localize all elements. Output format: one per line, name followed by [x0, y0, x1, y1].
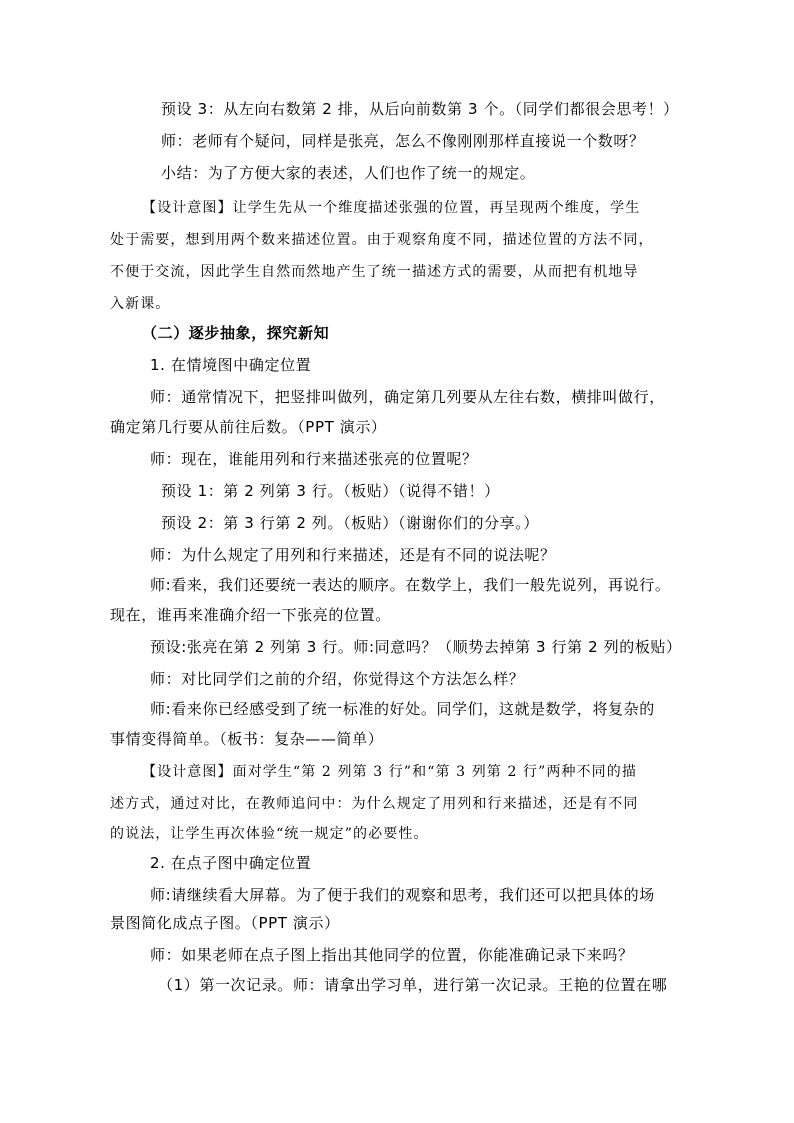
paragraph-teacher-screen: 师:请继续看大屏幕。为了便于我们的观察和思考，我们还可以把具体的场: [150, 886, 655, 904]
design-intent-2-line-1: 【设计意图】面对学生“第 2 列第 3 行”和“第 3 列第 2 行”两种不同的描: [142, 764, 637, 780]
paragraph-teacher-columns-rows: 师：通常情况下，把竖排叫做列，确定第几列要从左往右数，横排叫做行，: [150, 388, 665, 406]
paragraph-teacher-columns-rows-cont: 确定第几行要从前往后数。（PPT 演示）: [110, 418, 387, 436]
paragraph-teacher-order-cont: 现在，谁再来准确介绍一下张亮的位置。: [110, 606, 391, 624]
design-intent-2-line-2: 述方式，通过对比，在教师追问中：为什么规定了用列和行来描述，还是有不同: [110, 796, 639, 812]
design-intent-1-line-4: 入新课。: [110, 296, 171, 312]
paragraph-teacher-benefit: 师:看来你已经感受到了统一标准的好处。同学们，这就是数学，将复杂的: [150, 700, 655, 718]
subheading-dot-diagram-position: 2. 在点子图中确定位置: [150, 854, 312, 872]
subheading-scene-position: 1. 在情境图中确定位置: [150, 356, 312, 374]
paragraph-teacher-why: 师：为什么规定了用列和行来描述，还是有不同的说法呢？: [150, 546, 556, 564]
design-intent-1-line-1: 【设计意图】让学生先从一个维度描述张强的位置，再呈现两个维度，学生: [142, 200, 641, 216]
paragraph-preset-3: 预设 3：从左向右数第 2 排，从后向前数第 3 个。（同学们都很会思考！）: [161, 100, 679, 118]
paragraph-teacher-benefit-cont: 事情变得简单。（板书：复杂——简单）: [110, 730, 384, 748]
design-intent-2-line-3: 的说法，让学生再次体验“统一规定”的必要性。: [110, 826, 429, 842]
section-heading-2: （二）逐步抽象，探究新知: [142, 324, 330, 342]
paragraph-teacher-screen-cont: 景图简化成点子图。（PPT 演示）: [110, 914, 340, 932]
design-intent-1-line-2: 处于需要，想到用两个数来描述位置。由于观察角度不同，描述位置的方法不同，: [110, 232, 654, 248]
paragraph-preset-1: 预设 1：第 2 列第 3 行。（板贴）（说得不错！）: [161, 482, 500, 500]
paragraph-teacher-ask: 师：现在，谁能用列和行来描述张亮的位置呢？: [150, 450, 478, 468]
paragraph-teacher-order: 师:看来，我们还要统一表达的顺序。在数学上，我们一般先说列，再说行。: [150, 576, 671, 594]
paragraph-teacher-record: 师：如果老师在点子图上指出其他同学的位置，你能准确记录下来吗？: [150, 946, 634, 964]
paragraph-preset-answer: 预设:张亮在第 2 列第 3 行。师:同意吗？（顺势去掉第 3 行第 2 列的板贴）: [150, 638, 682, 656]
design-intent-1-line-3: 不便于交流，因此学生自然而然地产生了统一描述方式的需要，从而把有机地导: [110, 264, 639, 280]
paragraph-teacher-compare: 师：对比同学们之前的介绍，你觉得这个方法怎么样？: [150, 670, 525, 688]
paragraph-teacher-question: 师：老师有个疑问，同样是张亮，怎么不像刚刚那样直接说一个数呀？: [161, 132, 645, 150]
paragraph-preset-2: 预设 2：第 3 行第 2 列。（板贴）（谢谢你们的分享。）: [161, 514, 539, 532]
paragraph-first-record: （1）第一次记录。师：请拿出学习单，进行第一次记录。王艳的位置在哪: [158, 976, 668, 994]
paragraph-summary: 小结：为了方便大家的表述，人们也作了统一的规定。: [161, 164, 536, 182]
